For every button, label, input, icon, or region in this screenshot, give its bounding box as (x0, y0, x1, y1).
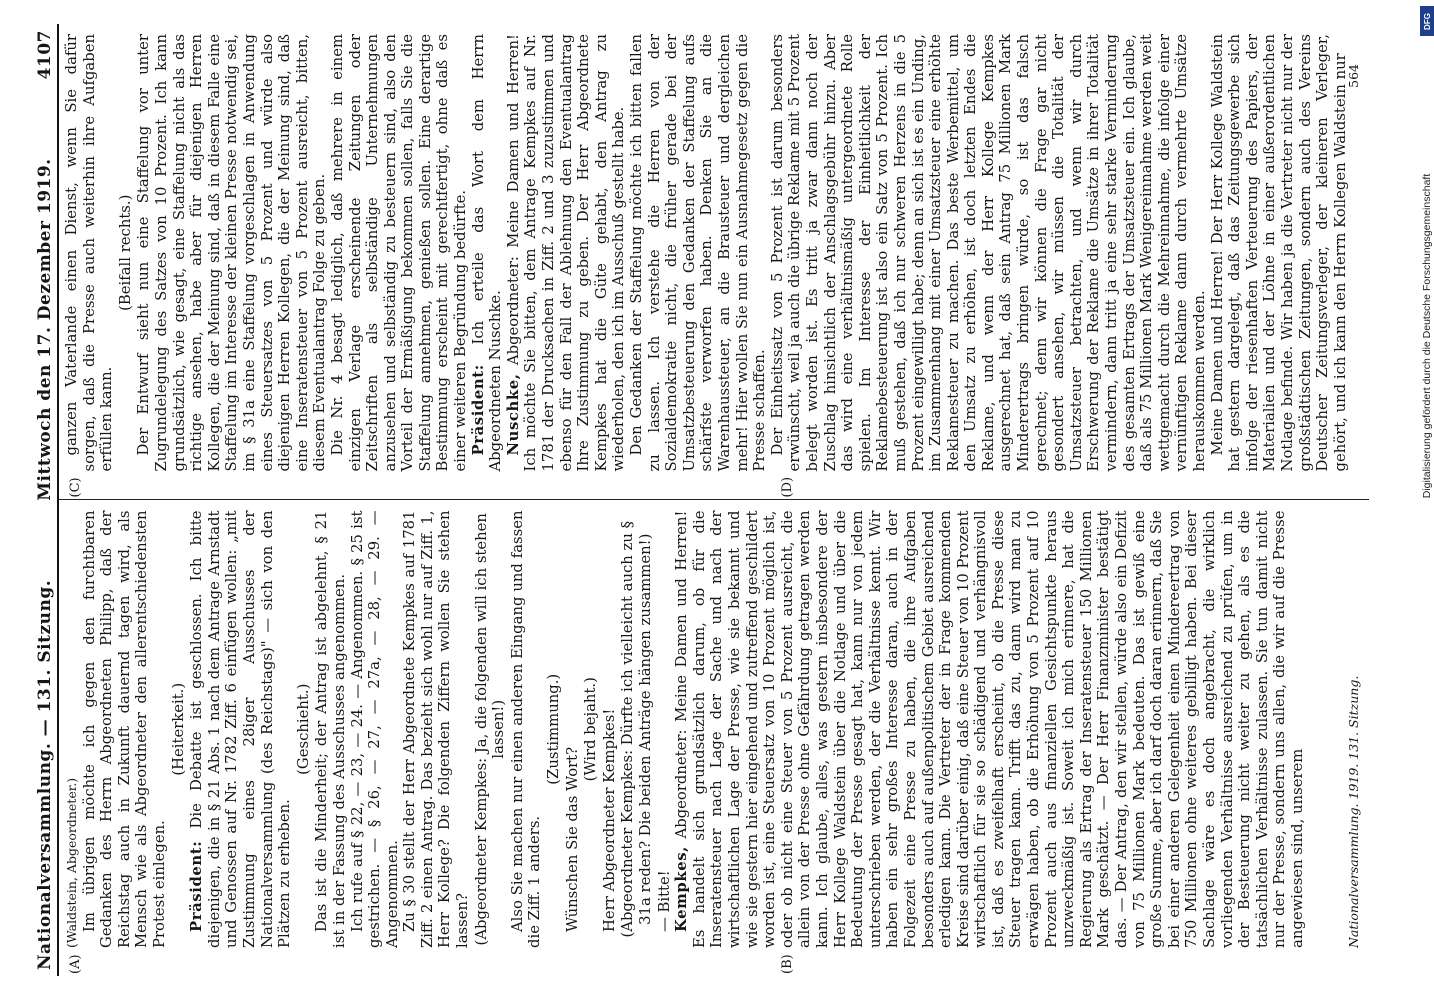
reaction: (Wird bejaht.) (582, 677, 600, 782)
paragraph: ganzen Vaterlande einen Dienst, wenn Sie dafür sorgen, daß die Presse auch weiterhin ihre Aufgaben erfüllen kann. (63, 34, 116, 472)
paragraph: Das ist die Minderheit; der Antrag ist abgelehnt, § 21 ist in der Fassung des Ausschusses angenommen. (313, 510, 348, 948)
paragraph: Herr Abgeordneter Kempkes! (600, 708, 618, 932)
interjection: (Abgeordneter Kempkes: Dürfte ich vielleicht auch zu § 31a reden? Die beiden Anträge hängen zusammen!) (619, 521, 654, 938)
paragraph: — Bitte! (655, 870, 673, 932)
paragraph: Ich rufe auf § 22, — 23, — 24. — Angenommen. § 25 ist gestrichen. — § 26, — 27, — 27a, — 28, — 29. — Angenommen. (348, 510, 401, 948)
paragraph: Meine Damen und Herren! Es handelt sich grundsätzlich darum, ob für die Inseratensteuer nach Lage der Sache und nach der wirtschaftlichen Lage der Presse, wie sie bekannt und wie sie gestern hier eingehend und zutreffend geschildert worden ist, eine Steuersatz von 10 Prozent möglich ist, oder ob nicht eine Steuer von 5 Prozent ausreicht, die allein von der Presse ohne Gefährdung getragen werden kann. Ich glaube, alles, was gestern insbesondere der Herr Kollege Waldstein über die Notlage und über die Bedeutung der Presse gesagt hat, kann nur von jedem unterschrieben werden, der die Verhältnisse kennt. Wir haben ein sehr großes Interesse daran, auch in der Folgezeit eine Presse zu haben, die ihre Aufgaben besonders auch auf außenpolitischem Gebiet ausreichend erledigen kann. Die Vertreter der in Frage kommenden Kreise sind darüber einig, daß eine Steuer von 10 Prozent wirtschaftlich für sie so schädigend und verhängnisvoll ist, daß es zweifelhaft erscheint, ob die Presse diese Steuer tragen kann. Trifft das zu, dann wird man zu erwägen haben, ob die Erhöhung von 5 Prozent auf 10 Prozent auch aus finanziellen Gesichtspunkte heraus unzweckmäßig ist. Soweit ich mich erinnere, hat die Regierung als Ertrag der Inseratensteuer 150 Millionen Mark geschätzt. — Der Herr Finanzminister bestätigt das. — Der Antrag, den wir stellen, würde also ein Defizit von 75 Millionen Mark bedeuten. Das ist gewiß eine große Summe, aber ich darf doch daran erinnern, daß Sie bei einer anderen Gelegenheit einen Mindereertrag von 750 Millionen ohne weiteres gebilligt haben. Bei dieser Sachlage wäre es doch angebracht, die wirklich vorliegenden Verhältnisse ausreichend zu prüfen, um in der Besteuerung nicht weiter zu gehen, als es die tatsächlichen Verhältnisse zulassen. Sie tun damit nicht nur der Presse, sondern uns allen, die wir auf die Presse angewiesen sind, unserem (673, 510, 1306, 948)
paragraph: Wünschen Sie das Wort? (563, 746, 581, 932)
left-column (59, 501, 1369, 977)
paragraph: Im übrigen möchte ich gegen den furchtbaren Gedanken des Herrn Abgeordneten Philipp, daß der Reichstag auch in Zukunft dauernd tagen wird, als Mensch wie als Abgeordneter den allerentschiedensten Protest einlegen. (80, 510, 168, 948)
digitization-credit (1420, 0, 1434, 1000)
paragraph: Meine Damen und Herren! Der Herr Kollege Waldstein hat gestern dargelegt, daß das Zeitungsgewerbe sich infolge der riesenhaften Verteuerung des Papiers, der Materialien und der Löhne in einer außerordentlichen Notlage befinde. Wir haben ja die Vertreter nicht nur der großstädtischen Zeitungen, sondern auch des Vereins Deutscher Zeitungsverleger, der kleineren Verleger, gehört, und ich kann den Herrn Kollegen Waldstein nur (1208, 34, 1349, 472)
interjection: (Abgeordneter Kempkes: Ja, die folgenden will ich stehen lassen!) (472, 513, 508, 946)
reaction: (Geschieht.) (294, 683, 312, 775)
speaker-name: Präsident: (469, 364, 487, 456)
paragraph: Den Gedanken der Staffelung möchte ich bitten fallen zu lassen. Ich verstehe die Herren von der Sozialdemokratie nicht, die früher gerade bei der Umsatzbesteuerung den Gedanken der Staffelung aufs schärfste verworfen haben. Denken Sie an die Warenhaussteuer, an die Brausteuer und dergleichen mehr! Hier wollen Sie nun ein Ausnahmegesetz gegen die Presse schaffen. (628, 34, 769, 472)
paragraph: Ich erteile das Wort dem Herrn Abgeordneten Nuschke. (469, 34, 505, 472)
header-left: Nationalversammlung. — 131. Sitzung. (35, 579, 55, 970)
dfg-logo (1420, 6, 1434, 36)
page-header (35, 24, 59, 976)
speaker-name: Präsident: (188, 840, 206, 932)
paragraph: Der Entwurf sieht nun eine Staffelung vor unter Zugrundelegung des Satzes von 10 Prozent. Ich kann grundsätzlich, wie gesagt, eine Staffelung nicht als das richtige ansehen, habe aber für diejenigen Herren Kollegen, die der Meinung sind, daß in diesem Falle eine Staffelung im Interesse der kleinen Presse notwendig sei, im § 31a eine Staffelung vorgeschlagen in Anwendung eines Steuersatzes von 5 Prozent und würde also diejenigen Herren Kollegen, die der Meinung sind, daß eine Inseratensteuer von 5 Prozent ausreicht, bitten, diesem Eventualantrag Folge zu geben. (135, 34, 329, 472)
speaker-name: Nuschke, (504, 373, 522, 456)
digitization-note: Digitalisierung gefördert durch die Deutsche Forschungsgemeinschaft (1421, 173, 1433, 499)
paragraph: Also Sie machen nur einen anderen Eingang und fassen die Ziff. 1 anders. (508, 510, 544, 948)
margin-mark-c: (C) (68, 477, 83, 498)
rotated-document-page (27, 10, 1407, 990)
reaction: (Heiterkeit.) (169, 682, 187, 776)
sheet-number: 564 (1346, 64, 1362, 88)
speaker-attribution: (Waldstein, Abgeordneter.) (64, 777, 79, 948)
paragraph: Die Debatte ist geschlossen. Ich bitte diejenigen, die in § 21 Abs. 1 nach dem Antrage Arnstadt und Genossen auf Nr. 1782 Ziff. 6 einfügen wollen: „mit Zustimmung eines 28iger Ausschusses der Nationalversammlung (des Reichstags)" — sich von den Plätzen zu erheben. (188, 510, 294, 948)
header-date: Mittwoch den 17. Dezember 1919. (35, 158, 55, 501)
speaker-role: Abgeordneter: (504, 256, 522, 366)
text-columns (59, 24, 1369, 976)
right-column (59, 24, 1369, 501)
column-footer: Nationalversammlung. 1919. 131. Sitzung. (1346, 675, 1362, 948)
paragraph: Meine Damen und Herren! Ich möchte Sie bitten, dem Antrage Kempkes auf Nr. 1781 der Drucksachen in Ziff. 2 und 3 zuzustimmen und ebenso für den Fall der Ablehnung den Eventualantrag Ihre Zustimmung zu geben. Der Herr Abgeordnete Kempkes hat die Güte gehabt, den Antrag zu wiederholen, den ich im Ausschuß gestellt habe. (504, 34, 628, 472)
margin-mark-d: (D) (780, 476, 795, 498)
dfg-logo-text: DFG (1422, 12, 1432, 30)
paragraph: Zu § 30 stellt der Herr Abgeordnete Kempkes auf 1781 Ziff. 2 einen Antrag. Das bezieht sich wohl nur auf Ziff. 1, Herr Kollege? Die folgenden Ziffern wollen Sie stehen lassen? (401, 510, 472, 948)
margin-mark-b: (B) (780, 954, 795, 974)
paragraph: Die Nr. 4 besagt lediglich, daß mehrere in einem einzigen Verlage erscheinende Zeitungen oder Zeitschriften als selbständige Unternehmungen anzusehen und selbständig zu besteuern sind, also den Vorteil der Ermäßigung bekommen sollen, falls Sie die Staffelung annehmen, genießen sollen. Eine derartige Bestimmung erscheint mit gerechtfertigt, ohne daß es einer weiteren Begründung bedürfte. (328, 34, 470, 472)
speaker-role: Abgeordneter: (673, 729, 691, 839)
reaction: (Beifall rechts.) (116, 194, 134, 311)
header-page-number: 4107 (35, 30, 55, 80)
speaker-name: Kempkes, (673, 846, 691, 932)
reaction: (Zustimmung.) (545, 673, 563, 785)
paragraph: Der Einheitssatz von 5 Prozent ist darum besonders erwünscht, weil ja auch die übrige Reklame mit 5 Prozent belegt worden ist. Es tritt ja zwar dann noch der Zuschlag hinsichtlich der Anschlagsgebühr hinzu. Aber das wird eine verhältnismäßig untergeordnete Rolle spielen. Im Interesse der Einheitlichkeit der Reklamebesteuerung ist also ein Satz von 5 Prozent. Ich muß gestehen, daß ich nur schweren Herzens in die 5 Prozent eingewilligt habe; denn an sich ist es ein Unding, im Zusammenhang mit einer Umsatzsteuer eine erhöhte Reklamesteuer zu machen. Das beste Werbemittel, um den Umsatz zu erhöhen, ist doch letzten Endes die Reklame, und wenn der Herr Kollege Kempkes ausgerechnet hat, daß sein Antrag 75 Millionen Mark Minderertrags bringen würde, so ist das falsch gerechnet; denn wir können die Frage gar nicht gesondert ansehen, wir müssen die Totalität der Umsatzsteuer betrachten, und wenn wir durch Erschwerung der Reklame die Umsätze in ihrer Totalität vermindern, dann tritt ja eine sehr starke Verminderung des gesamten Ertrags der Umsatzsteuer ein. Ich glaube, daß als 75 Millionen Mark Wenigereinnahme werden weit wettgemacht durch die Mehreinnahme, die infolge einer vernünftigen Reklame dann durch vermehrte Umsätze herauskommen werden. (768, 34, 1208, 472)
margin-mark-a: (A) (68, 954, 83, 974)
